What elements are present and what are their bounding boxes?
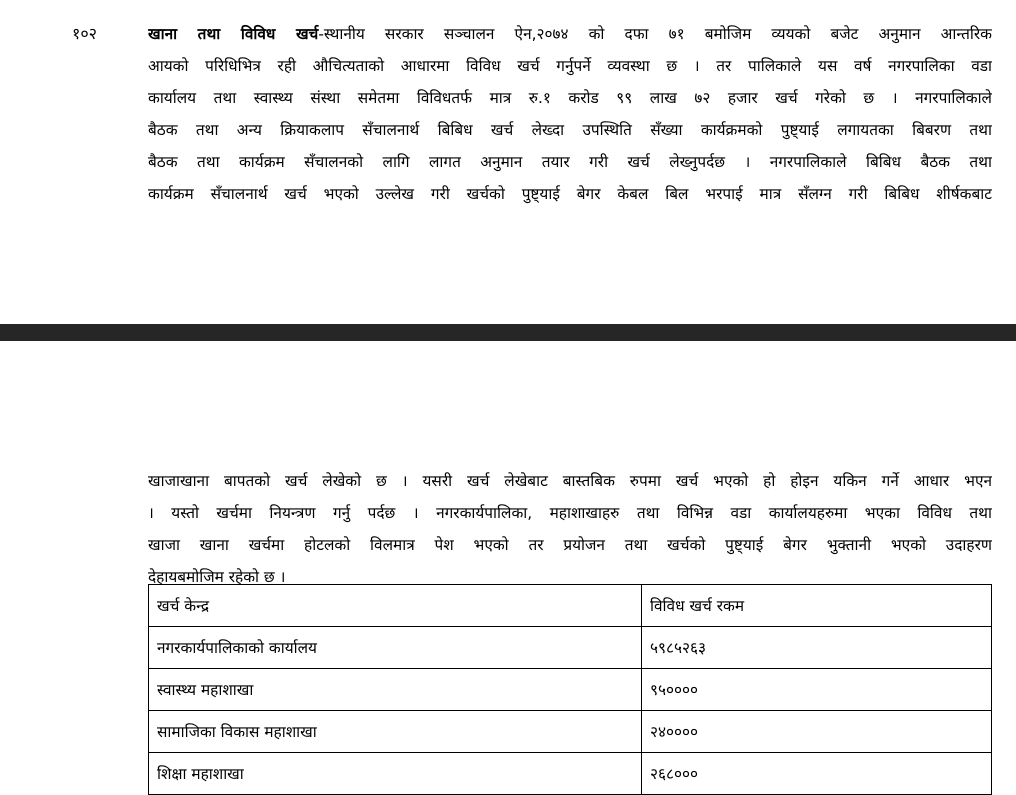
table-row bbox=[149, 711, 992, 753]
page-separator bbox=[0, 324, 1016, 341]
paragraph-line: देहायबमोजिम रहेको छ । bbox=[148, 568, 286, 586]
table-cell-amount: २६८००० bbox=[642, 753, 992, 795]
table-cell-center: नगरकार्यपालिकाको कार्यालय bbox=[149, 627, 642, 669]
table-cell-center: स्वास्थ्य महाशाखा bbox=[149, 669, 642, 711]
paragraph-number: १०२ bbox=[72, 24, 97, 43]
table-row bbox=[149, 753, 992, 795]
paragraph-line: खाजा खाना खर्चमा होटलको विलमात्र पेश भएको तर प्रयोजन तथा खर्चको पुष्ट्याई बेगर भुक्तानी भएको उदाहरण bbox=[148, 536, 992, 554]
table-row bbox=[149, 627, 992, 669]
paragraph-body-bottom bbox=[148, 465, 992, 593]
expense-table bbox=[148, 584, 992, 795]
table-cell-amount: २४०००० bbox=[642, 711, 992, 753]
table-cell-center: सामाजिका विकास महाशाखा bbox=[149, 711, 642, 753]
paragraph-line: आयको परिधिभित्र रही औचित्यताको आधारमा विविध खर्च गर्नुपर्ने व्यवस्था छ । तर पालिकाले यस वर्ष नगरपालिका वडा bbox=[148, 57, 992, 75]
table-cell-amount: ५९८५२६३ bbox=[642, 627, 992, 669]
paragraph-line: कार्यक्रम सँचालनार्थ खर्च भएको उल्लेख गरी खर्चको पुष्ट्याई बेगर केबल बिल भरपाई मात्र सँलग्न गरी बिबिध शीर्षकबाट bbox=[148, 185, 992, 203]
table-row bbox=[149, 669, 992, 711]
column-header-expense-center: खर्च केन्द्र bbox=[149, 585, 642, 627]
paragraph-line: कार्यालय तथा स्वास्थ्य संस्था समेतमा विविधतर्फ मात्र रु.१ करोड ९९ लाख ७२ हजार खर्च गरेको छ । नगरपालिकाले bbox=[148, 89, 992, 107]
paragraph-heading: खाना तथा विविध खर्च bbox=[148, 25, 319, 43]
paragraph-line: खाजाखाना बापतको खर्च लेखेको छ । यसरी खर्च लेखेबाट बास्तबिक रुपमा खर्च भएको हो होइन यकिन गर्ने आधार भएन bbox=[148, 472, 992, 490]
document-page-top bbox=[0, 0, 1016, 324]
column-header-misc-amount: विविध खर्च रकम bbox=[642, 585, 992, 627]
table-cell-center: शिक्षा महाशाखा bbox=[149, 753, 642, 795]
table-cell-amount: ९५०००० bbox=[642, 669, 992, 711]
paragraph-line: बैठक तथा कार्यक्रम सँचालनको लागि लागत अनुमान तयार गरी खर्च लेख्नुपर्दछ । नगरपालिकाले बिबिध बैठक तथा bbox=[148, 153, 992, 171]
paragraph-body-top bbox=[148, 18, 992, 210]
paragraph-line: बैठक तथा अन्य क्रियाकलाप सँचालनार्थ बिबिध खर्च लेख्दा उपस्थिति सँख्या कार्यक्रमको पुष्ट्याई लगायतका बिबरण तथा bbox=[148, 121, 992, 139]
table-header-row bbox=[149, 585, 992, 627]
document-page-bottom bbox=[0, 341, 1016, 784]
paragraph-line: । यस्तो खर्चमा नियन्त्रण गर्नु पर्दछ । नगरकार्यपालिका, महाशाखाहरु तथा विभिन्न वडा कार्यालयहरुमा भएका विविध तथा bbox=[148, 504, 992, 522]
paragraph-line: खाना तथा विविध खर्च-स्थानीय सरकार सञ्चालन ऐन,२०७४ को दफा ७१ बमोजिम व्ययको बजेट अनुमान आन्तरिक bbox=[148, 25, 992, 43]
